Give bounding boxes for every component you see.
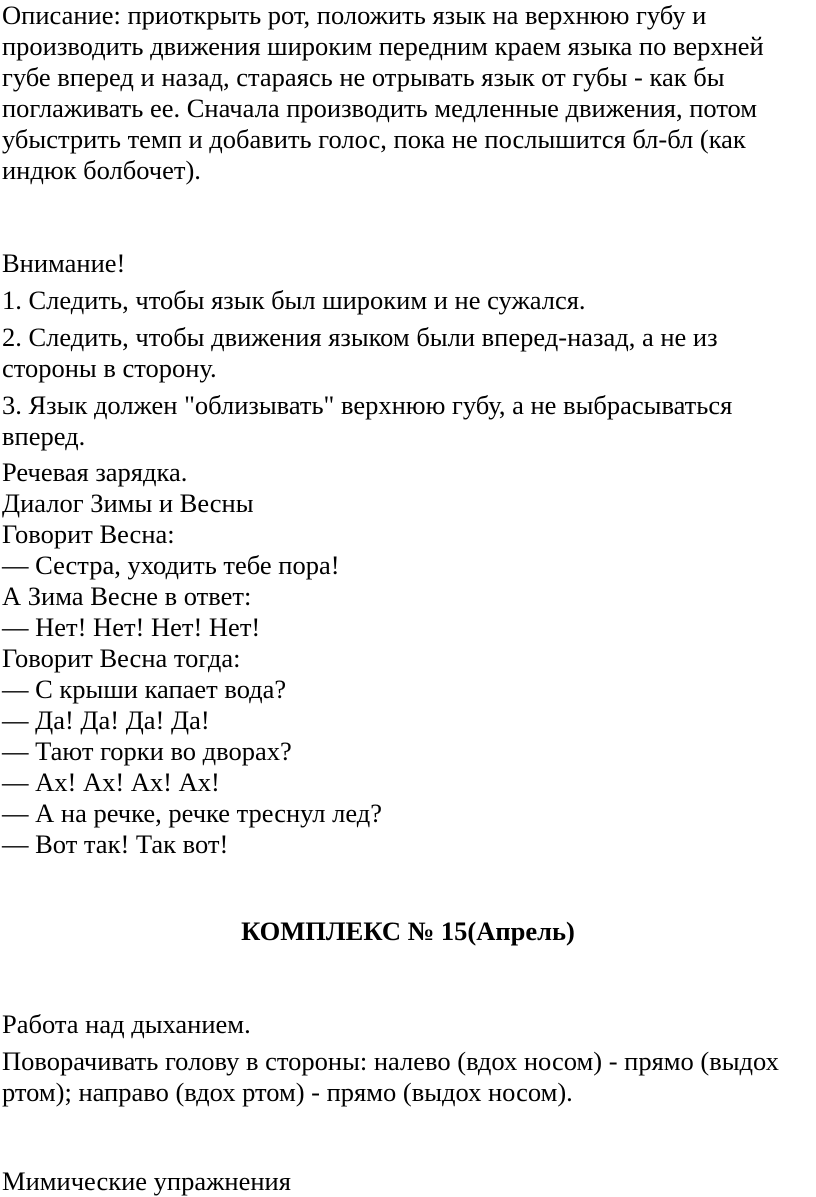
poem-line: Говорит Весна тогда:	[2, 643, 241, 673]
poem-line: — Сестра, уходить тебе пора!	[2, 550, 340, 580]
attention-title: Внимание!	[2, 248, 126, 278]
mimic-exercises-title: Мимические упражнения	[2, 1166, 291, 1196]
poem-line: — С крыши капает вода?	[2, 674, 287, 704]
speech-title: Речевая зарядка.	[2, 457, 188, 487]
attention-item-3: 3. Язык должен "облизывать" верхнюю губу, а не выбрасываться вперед.	[2, 390, 733, 451]
poem-line: — Нет! Нет! Нет! Нет!	[2, 612, 261, 642]
breathing-title: Работа над дыханием.	[2, 1009, 251, 1039]
breathing-text: Поворачивать голову в стороны: налево (вдох носом) - прямо (выдох ртом); направо (вдох ртом) - прямо (выдох носом).	[2, 1046, 779, 1107]
poem-line: — Ах! Ах! Ах! Ах!	[2, 767, 220, 797]
attention-item-1: 1. Следить, чтобы язык был широким и не сужался.	[2, 285, 586, 315]
poem-title: Диалог Зимы и Весны	[2, 488, 254, 518]
poem-line: — Да! Да! Да! Да!	[2, 705, 210, 735]
document-page	[2, 0, 802, 1197]
poem-line: А Зима Весне в ответ:	[2, 581, 252, 611]
poem-line: — Тают горки во дворах?	[2, 736, 292, 766]
exercise-description: Описание: приоткрыть рот, положить язык на верхнюю губу и производить движения широким передним краем языка по верхней губе вперед и назад, стараясь не отрывать язык от губы - как бы поглаживать ее. Сначала производить медленные движения, потом убыстрить темп и добавить голос, пока не послышится бл-бл (как индюк болбочет).	[2, 0, 764, 185]
poem-line: — Вот так! Так вот!	[2, 829, 229, 859]
attention-item-2: 2. Следить, чтобы движения языком были вперед-назад, а не из стороны в сторону.	[2, 322, 718, 383]
poem-line: Говорит Весна:	[2, 519, 175, 549]
complex-heading: КОМПЛЕКС № 15(Апрель)	[241, 916, 575, 946]
poem-line: — А на речке, речке треснул лед?	[2, 798, 382, 828]
